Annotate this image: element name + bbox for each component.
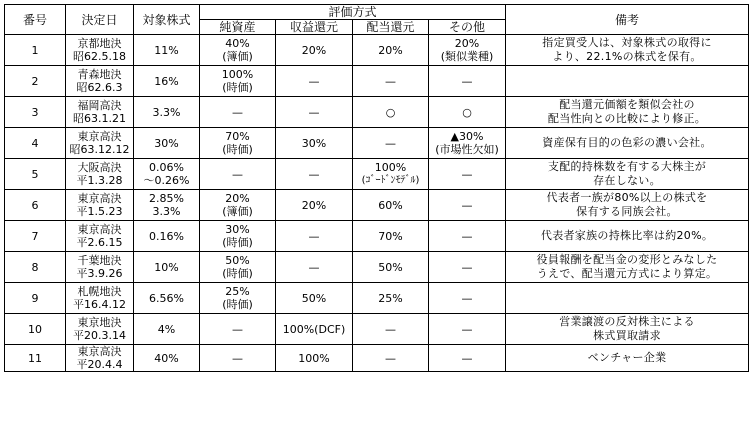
cell-ratio-main: 0.16%: [149, 229, 184, 243]
cell-dividend-main: 25%: [378, 291, 403, 305]
cell-no: 3: [5, 97, 66, 128]
cell-net-assets: [200, 97, 276, 128]
cell-remarks-line2: より、22.1%の株式を保有。: [552, 50, 702, 63]
cell-other-sub: (市場性欠如): [435, 143, 499, 156]
cell-date: 平1.5.23: [76, 205, 123, 218]
cell-income-main: —: [308, 229, 320, 243]
header-remarks: 備考: [506, 5, 749, 35]
cell-date: 平20.3.14: [73, 329, 126, 342]
cell-other-main: ▲30%: [450, 130, 484, 143]
cell-dividend: [353, 66, 429, 97]
cell-date: 昭63.1.21: [73, 112, 126, 125]
cell-date: 平20.4.4: [76, 358, 123, 371]
cell-net-assets-sub: (時価): [222, 298, 253, 311]
cell-date: 平3.9.26: [76, 267, 123, 280]
cell-income: [276, 252, 353, 283]
table-row: [5, 35, 749, 66]
cell-remarks-line1: 営業譲渡の反対株主による: [559, 315, 695, 328]
cell-net-assets: [200, 66, 276, 97]
cell-remarks-line2: 株式買取請求: [593, 329, 661, 342]
cell-no: 4: [5, 128, 66, 159]
cell-dividend-main: 60%: [378, 198, 403, 212]
cell-other-main: —: [461, 322, 473, 336]
header-dividend: 配当還元: [353, 20, 429, 35]
cell-net-assets-main: 20%: [225, 192, 250, 205]
cell-no: 8: [5, 252, 66, 283]
cell-court-date: [66, 345, 134, 372]
cell-court-date: [66, 128, 134, 159]
cell-court-date: [66, 252, 134, 283]
cell-remarks: [506, 314, 749, 345]
cell-net-assets-sub: (簿価): [222, 50, 253, 63]
cell-dividend-main: —: [385, 136, 396, 150]
cell-income-main: 50%: [301, 291, 327, 305]
cell-other-main: —: [461, 198, 473, 212]
header-method: 評価方式: [200, 5, 506, 20]
cell-other: [429, 283, 506, 314]
cell-remarks-line1: 役員報酬を配当金の変形とみなした: [536, 253, 718, 266]
cell-other-main: 20%: [454, 37, 480, 50]
cell-other-main: —: [461, 167, 473, 181]
cell-court: 福岡高決: [77, 99, 122, 112]
cell-no: 11: [5, 345, 66, 372]
cell-dividend: [353, 190, 429, 221]
cell-remarks-line1: 支配的持株数を有する大株主が: [547, 160, 707, 173]
cell-dividend-sub: (ｺﾞｰﾄﾞﾝﾓﾃﾞﾙ): [361, 175, 420, 186]
cell-ratio: [134, 35, 200, 66]
cell-remarks-line1: 代表者家族の持株比率は約20%。: [540, 229, 714, 242]
cell-remarks: [506, 252, 749, 283]
cell-income-main: 20%: [301, 198, 327, 212]
header-date: 決定日: [66, 5, 134, 35]
cell-ratio-main: 0.06%: [149, 161, 184, 174]
cell-court: 千葉地決: [77, 254, 122, 267]
cell-income-main: 30%: [301, 136, 327, 150]
cell-net-assets-sub: (時価): [222, 236, 253, 249]
cell-net-assets: [200, 128, 276, 159]
cell-other: [429, 221, 506, 252]
cell-remarks-line2: 保有する同族会社。: [576, 205, 678, 218]
cell-income-main: 100%(DCF): [282, 322, 346, 336]
cell-ratio: [134, 345, 200, 372]
cell-other: [429, 345, 506, 372]
cell-other-main: —: [461, 260, 473, 274]
cell-other: [429, 97, 506, 128]
cell-court: 東京高決: [77, 345, 122, 358]
cell-ratio: [134, 314, 200, 345]
cell-ratio-main: 30%: [154, 136, 179, 150]
cell-income-main: —: [308, 105, 320, 119]
cell-ratio: [134, 128, 200, 159]
table-row: [5, 221, 749, 252]
cell-income-main: —: [308, 74, 320, 88]
cell-court-date: [66, 190, 134, 221]
cell-income: [276, 97, 353, 128]
valuation-table-sheet: [4, 4, 749, 372]
cell-dividend-main: 100%: [374, 161, 407, 174]
table-row: [5, 345, 749, 372]
valuation-table: [4, 4, 749, 372]
cell-net-assets: [200, 345, 276, 372]
cell-other: [429, 190, 506, 221]
cell-other: [429, 66, 506, 97]
cell-ratio-main: 6.56%: [149, 291, 184, 305]
cell-remarks-line1: 代表者一族が80%以上の株式を: [546, 191, 708, 204]
cell-dividend: [353, 35, 429, 66]
header-no: 番号: [5, 5, 66, 35]
table-row: [5, 97, 749, 128]
cell-net-assets-main: 40%: [225, 37, 250, 50]
cell-income: [276, 190, 353, 221]
cell-ratio-main: 2.85%: [149, 192, 184, 205]
cell-court: 京都地決: [77, 37, 122, 50]
cell-dividend-main: —: [385, 322, 396, 336]
cell-ratio: [134, 221, 200, 252]
cell-net-assets: [200, 221, 276, 252]
cell-ratio-main: 3.3%: [152, 105, 181, 119]
cell-remarks-line2: 配当性向との比較により修正。: [547, 112, 707, 125]
cell-remarks: [506, 283, 749, 314]
cell-remarks-line2: うえで、配当還元方式により算定。: [536, 267, 718, 280]
cell-date: 昭63.12.12: [69, 143, 130, 156]
table-row: [5, 190, 749, 221]
header-other: その他: [429, 20, 506, 35]
cell-net-assets-main: —: [232, 167, 243, 181]
cell-net-assets: [200, 314, 276, 345]
cell-remarks: [506, 97, 749, 128]
cell-net-assets-sub: (簿価): [222, 205, 253, 218]
cell-court: 東京地決: [77, 316, 122, 329]
cell-other-main: —: [461, 351, 473, 365]
cell-remarks-line1: ベンチャー企業: [587, 351, 667, 364]
cell-no: 10: [5, 314, 66, 345]
cell-ratio-main: 4%: [157, 322, 176, 336]
cell-remarks: [506, 66, 749, 97]
cell-dividend-main: ○: [385, 105, 396, 119]
cell-net-assets-main: 30%: [225, 223, 250, 236]
cell-income: [276, 159, 353, 190]
cell-court-date: [66, 159, 134, 190]
cell-income-main: 20%: [301, 43, 327, 57]
cell-date: 昭62.6.3: [76, 81, 123, 94]
cell-date: 平1.3.28: [76, 174, 123, 187]
cell-court-date: [66, 97, 134, 128]
cell-other-main: —: [461, 291, 473, 305]
cell-net-assets-main: —: [232, 322, 243, 336]
cell-other: [429, 159, 506, 190]
table-row: [5, 159, 749, 190]
cell-other-main: ○: [462, 105, 472, 119]
cell-other-sub: (類似業種): [440, 50, 494, 63]
cell-no: 6: [5, 190, 66, 221]
cell-ratio-main: 16%: [154, 74, 179, 88]
cell-dividend-main: 70%: [378, 229, 403, 243]
cell-remarks-line1: 資産保有目的の色彩の濃い会社。: [542, 136, 712, 149]
cell-net-assets: [200, 159, 276, 190]
cell-dividend-main: 50%: [378, 260, 403, 274]
header-net-assets: 純資産: [200, 20, 276, 35]
cell-net-assets-main: —: [232, 351, 243, 365]
cell-net-assets-main: 50%: [225, 254, 250, 267]
cell-income: [276, 221, 353, 252]
table-row: [5, 66, 749, 97]
cell-no: 7: [5, 221, 66, 252]
table-row: [5, 283, 749, 314]
cell-income: [276, 128, 353, 159]
cell-other-main: —: [461, 74, 473, 88]
cell-remarks-line1: 指定買受人は、対象株式の取得に: [542, 36, 712, 49]
cell-dividend: [353, 252, 429, 283]
cell-no: 5: [5, 159, 66, 190]
cell-net-assets: [200, 252, 276, 283]
cell-income-main: —: [308, 167, 320, 181]
cell-income-main: —: [308, 260, 320, 274]
cell-court: 大阪高決: [77, 161, 122, 174]
header-income: 収益還元: [276, 20, 353, 35]
cell-dividend: [353, 314, 429, 345]
cell-court-date: [66, 283, 134, 314]
cell-court-date: [66, 314, 134, 345]
cell-net-assets: [200, 283, 276, 314]
cell-no: 9: [5, 283, 66, 314]
cell-dividend: [353, 159, 429, 190]
cell-remarks: [506, 35, 749, 66]
cell-income: [276, 345, 353, 372]
cell-dividend: [353, 283, 429, 314]
cell-other: [429, 314, 506, 345]
cell-court: 東京高決: [77, 192, 122, 205]
cell-dividend-main: 20%: [378, 43, 403, 57]
cell-ratio: [134, 97, 200, 128]
cell-remarks: [506, 159, 749, 190]
cell-net-assets-sub: (時価): [222, 81, 253, 94]
cell-net-assets-sub: (時価): [222, 267, 253, 280]
header-ratio: 対象株式: [134, 5, 200, 35]
cell-remarks: [506, 345, 749, 372]
cell-remarks: [506, 221, 749, 252]
cell-remarks: [506, 190, 749, 221]
cell-net-assets: [200, 190, 276, 221]
cell-net-assets-main: —: [232, 105, 243, 119]
cell-net-assets: [200, 35, 276, 66]
cell-court: 東京高決: [77, 130, 122, 143]
cell-income: [276, 314, 353, 345]
cell-income: [276, 66, 353, 97]
cell-court-date: [66, 66, 134, 97]
cell-other: [429, 252, 506, 283]
cell-ratio: [134, 66, 200, 97]
cell-income-main: 100%: [298, 351, 330, 365]
cell-remarks-line2: 存在しない。: [593, 174, 661, 187]
cell-other-main: —: [461, 229, 473, 243]
cell-net-assets-sub: (時価): [222, 143, 253, 156]
cell-income: [276, 283, 353, 314]
table-row: [5, 314, 749, 345]
cell-ratio: [134, 252, 200, 283]
cell-dividend-main: —: [385, 351, 396, 365]
cell-dividend: [353, 97, 429, 128]
table-row: [5, 252, 749, 283]
cell-dividend: [353, 345, 429, 372]
cell-other: [429, 35, 506, 66]
cell-ratio-sub: ～0.26%: [143, 174, 190, 187]
cell-ratio-main: 10%: [154, 260, 179, 274]
cell-no: 2: [5, 66, 66, 97]
cell-remarks-line1: 配当還元価額を類似会社の: [559, 98, 695, 111]
cell-dividend: [353, 128, 429, 159]
cell-ratio: [134, 159, 200, 190]
cell-court: 東京高決: [77, 223, 122, 236]
cell-income: [276, 35, 353, 66]
cell-date: 平16.4.12: [73, 298, 126, 311]
cell-ratio-main: 11%: [154, 43, 179, 57]
cell-court: 青森地決: [77, 68, 122, 81]
cell-other: [429, 128, 506, 159]
cell-dividend-main: —: [385, 74, 396, 88]
cell-court: 札幌地決: [77, 285, 122, 298]
cell-ratio: [134, 283, 200, 314]
cell-net-assets-main: 100%: [221, 68, 254, 81]
cell-ratio: [134, 190, 200, 221]
cell-ratio-main: 40%: [154, 351, 179, 365]
cell-date: 平2.6.15: [76, 236, 123, 249]
cell-court-date: [66, 35, 134, 66]
table-row: [5, 128, 749, 159]
cell-net-assets-main: 70%: [225, 130, 250, 143]
cell-dividend: [353, 221, 429, 252]
cell-net-assets-main: 25%: [225, 285, 250, 298]
cell-court-date: [66, 221, 134, 252]
cell-date: 昭62.5.18: [73, 50, 126, 63]
cell-remarks: [506, 128, 749, 159]
cell-no: 1: [5, 35, 66, 66]
cell-ratio-sub: 3.3%: [152, 205, 181, 218]
